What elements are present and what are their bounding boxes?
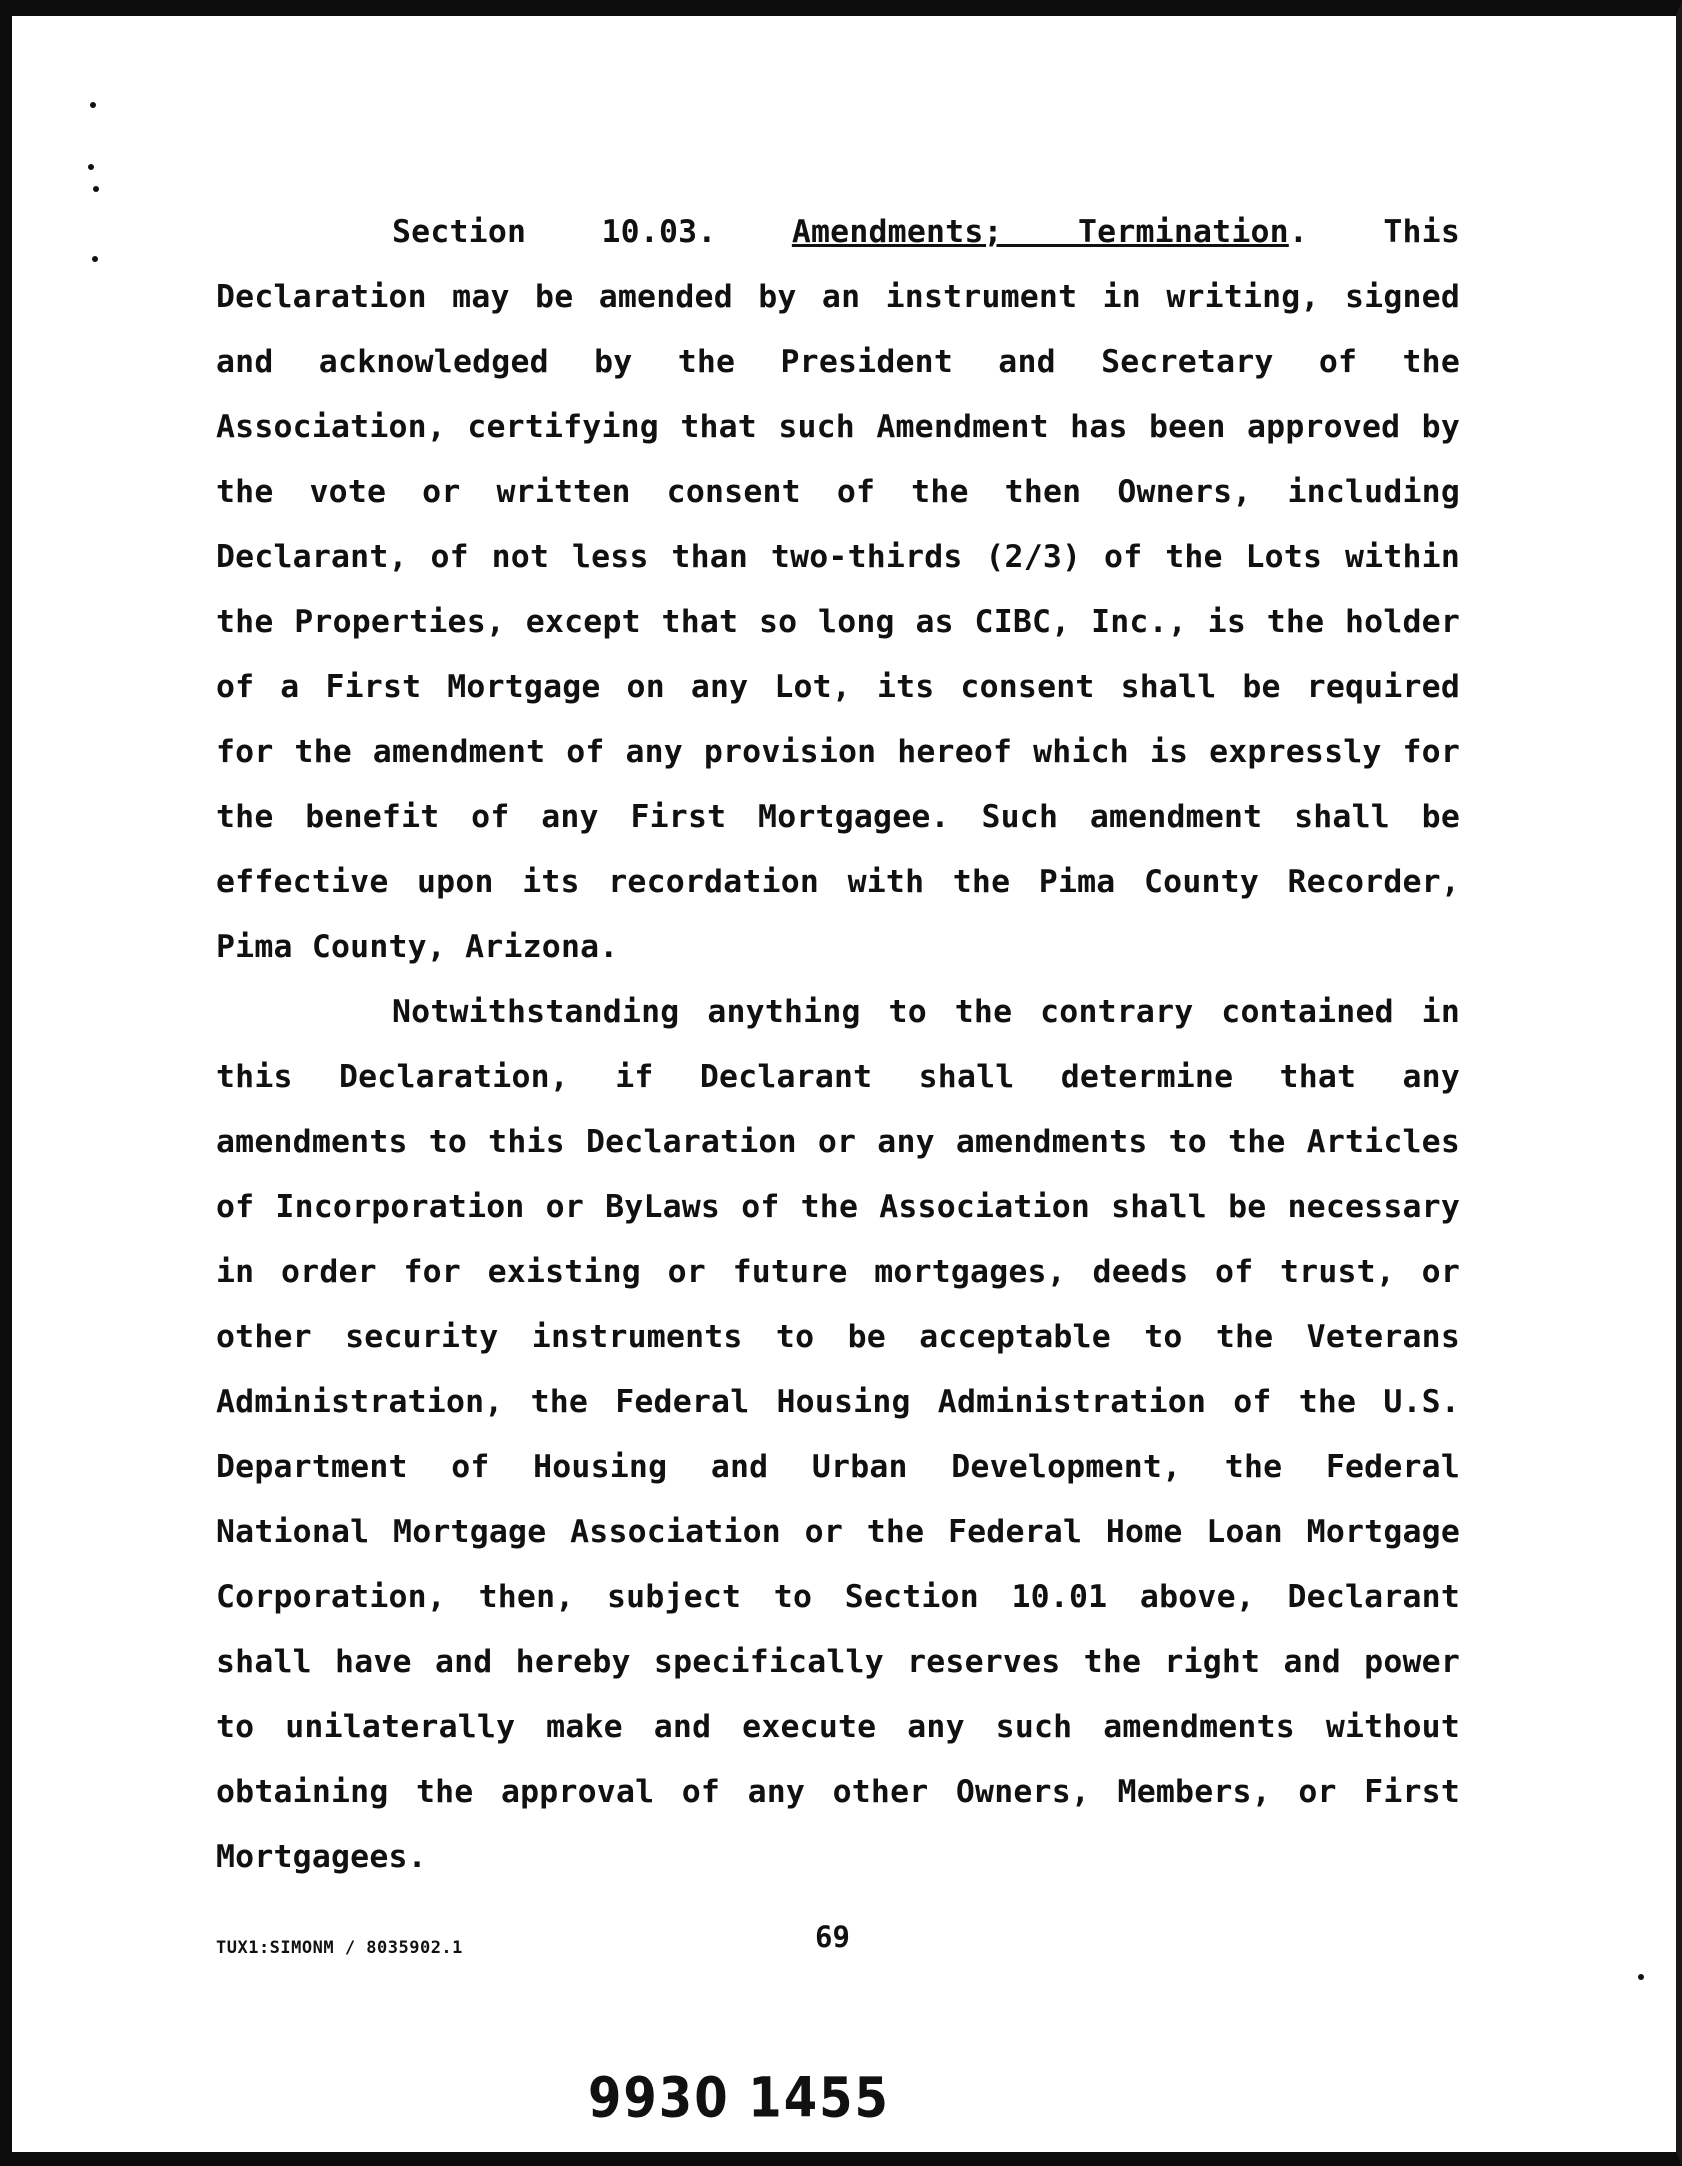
file-reference: TUX1:SIMONM / 8035902.1 — [216, 1938, 463, 1958]
paragraph-amendments — [216, 200, 1460, 980]
scan-speck — [1638, 1974, 1644, 1980]
section-heading: Amendments; Termination — [791, 214, 1289, 250]
paragraph-1-text: . This Declaration may be amended by an instrument in writing, signed and acknowledged by the President and Secretary of the Association, certifying that such Amendment has been approved by the vote or written consent of the then Owners, including Declarant, of not less than two-thirds (2/3) of the Lots within the Properties, except that so long as CIBC, Inc., is the holder of a First Mortgage on any Lot, its consent shall be required for the amendment of any provision hereof which is expressly for the benefit of any First Mortgagee. Such amendment shall be effective upon its recordation with the Pima County Recorder, Pima County, Arizona. — [216, 214, 1460, 965]
scan-speck — [92, 256, 98, 262]
section-number: Section 10.03. — [392, 214, 717, 250]
scan-speck — [90, 102, 96, 108]
scan-speck — [88, 164, 94, 170]
paragraph-notwithstanding: Notwithstanding anything to the contrary contained in this Declaration, if Declarant shall determine that any amendments to this Declaration or any amendments to the Articles of Incorporation or ByLaws of the Association shall be necessary in order for existing or future mortgages, deeds of trust, or other security instruments to be acceptable to the Veterans Administration, the Federal Housing Administration of the U.S. Department of Housing and Urban Development, the Federal National Mortgage Association or the Federal Home Loan Mortgage Corporation, then, subject to Section 10.01 above, Declarant shall have and hereby specifically reserves the right and power to unilaterally make and execute any such amendments without obtaining the approval of any other Owners, Members, or First Mortgagees. — [216, 994, 1460, 1875]
recording-stamp: 9930 1455 — [588, 2065, 890, 2131]
document-body — [216, 200, 1460, 1890]
scan-speck — [93, 186, 99, 192]
page-number: 69 — [815, 1920, 850, 1954]
